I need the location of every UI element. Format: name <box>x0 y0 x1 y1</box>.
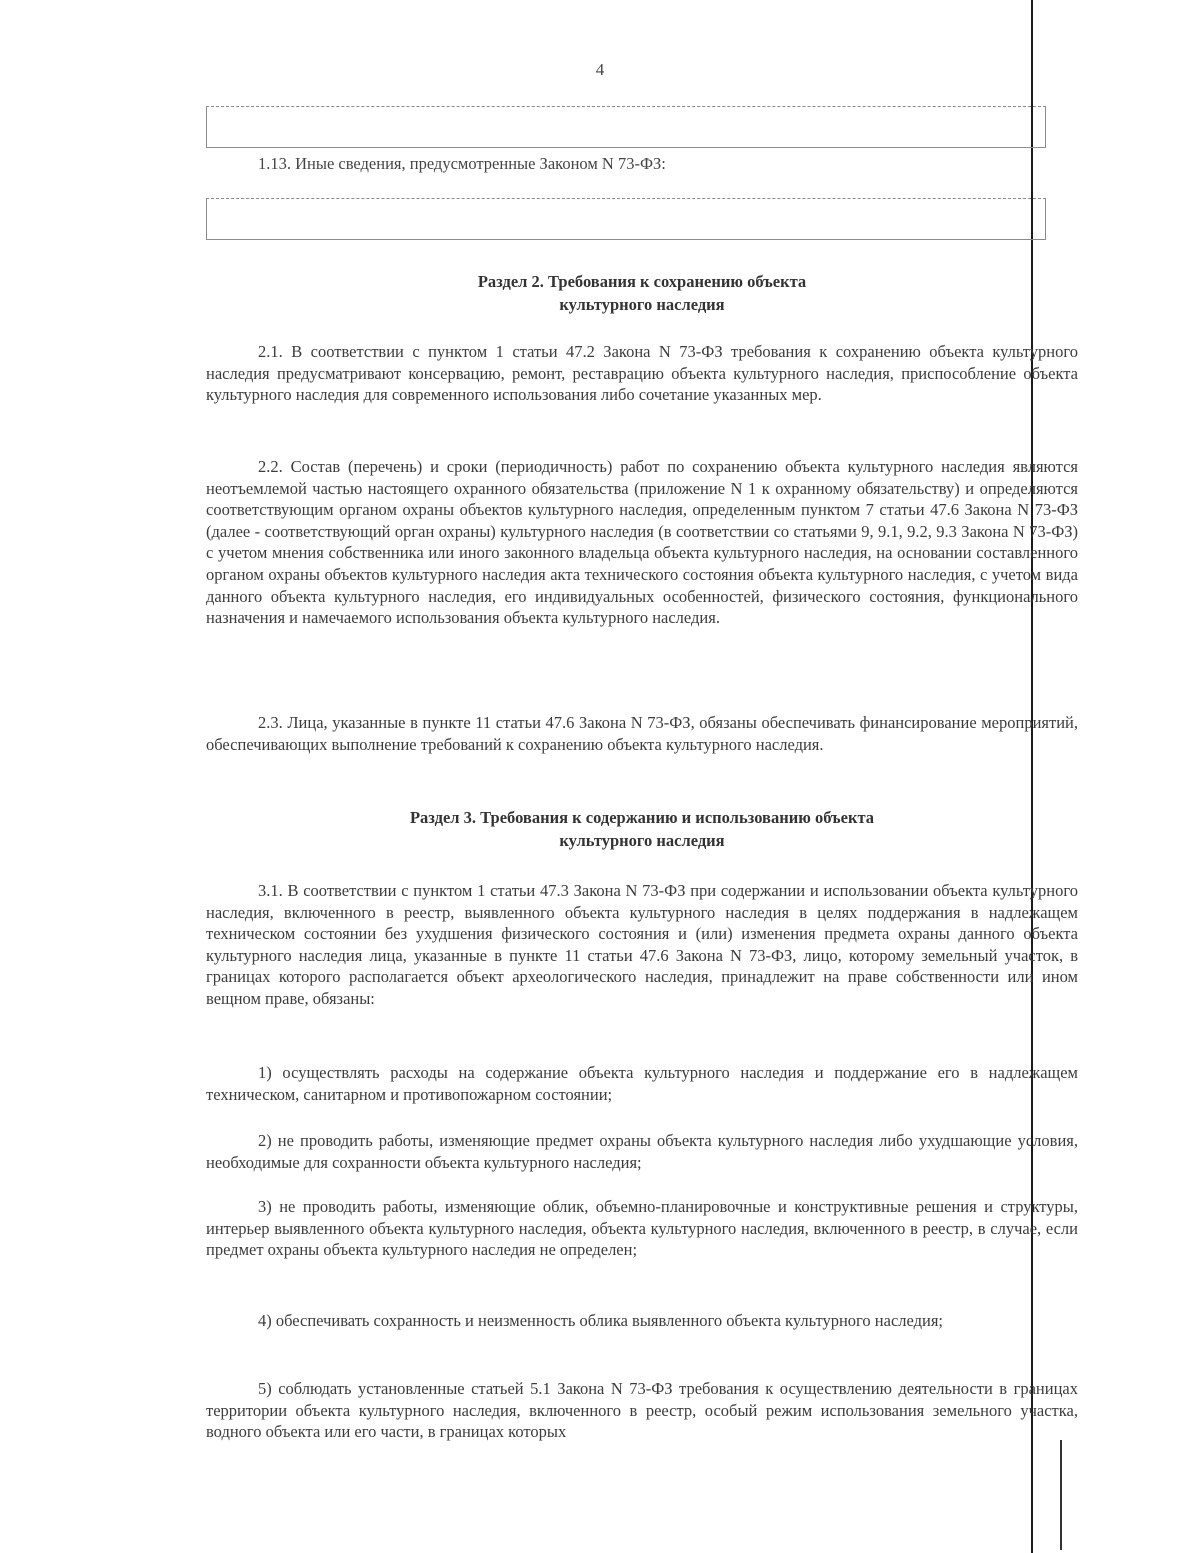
list-item-2: 2) не проводить работы, изменяющие предмет охраны объекта культурного наследия либо ухудшающие условия, необходимые для сохранности объекта культурного наследия; <box>206 1131 1078 1172</box>
section-3-title <box>206 806 1078 852</box>
list-item-5: 5) соблюдать установленные статьей 5.1 Закона N 73-ФЗ требования к осуществлению деятельности в границах территории объекта культурного наследия, включенного в реестр, особый режим использования земельного участка, водного объекта или его части, в границах которых <box>206 1379 1078 1442</box>
section-3-title-line1: Раздел 3. Требования к содержанию и использованию объекта <box>409 808 875 827</box>
page-number: 4 <box>595 60 605 79</box>
section-3-title-line2: культурного наследия <box>559 831 725 850</box>
empty-field-1-12 <box>206 106 1046 148</box>
paragraph-2-3: 2.3. Лица, указанные в пункте 11 статьи 47.6 Закона N 73-ФЗ, обязаны обеспечивать финансирование мероприятий, обеспечивающих выполнение требований к сохранению объекта культурного наследия. <box>206 713 1078 754</box>
section-2-title <box>206 270 1078 316</box>
section-2-title-line1: Раздел 2. Требования к сохранению объекта <box>477 272 807 291</box>
section-2-title-line2: культурного наследия <box>559 295 725 314</box>
paragraph-2-2: 2.2. Состав (перечень) и сроки (периодичность) работ по сохранению объекта культурного наследия являются неотъемлемой частью настоящего охранного обязательства (приложение N 1 к охранному обязательству) и определяются соответствующим органом охраны объектов культурного наследия, определенным пунктом 7 статьи 47.6 Закона N 73-ФЗ (далее - соответствующий орган охраны) культурного наследия (в соответствии со статьями 9, 9.1, 9.2, 9.3 Закона N 73-ФЗ) с учетом мнения собственника или иного законного владельца объекта культурного наследия, на основании составленного органом охраны объектов культурного наследия акта технического состояния объекта культурного наследия, с учетом вида данного объекта культурного наследия, его индивидуальных особенностей, физического состояния, функционального назначения и намечаемого использования объекта культурного наследия. <box>206 457 1078 628</box>
list-item-4: 4) обеспечивать сохранность и неизменность облика выявленного объекта культурного наследия; <box>258 1311 943 1330</box>
list-item-3: 3) не проводить работы, изменяющие облик, объемно-планировочные и конструктивные решения и структуры, интерьер выявленного объекта культурного наследия, объекта культурного наследия, включенного в реестр, в случае, если предмет охраны объекта культурного наследия не определен; <box>206 1197 1078 1260</box>
paragraph-3-1: 3.1. В соответствии с пунктом 1 статьи 47.3 Закона N 73-ФЗ при содержании и использовании объекта культурного наследия, включенного в реестр, выявленного объекта культурного наследия в целях поддержания в надлежащем техническом состоянии без ухудшения физического состояния и (или) изменения предмета охраны данного объекта культурного наследия лица, указанные в пункте 11 статьи 47.6 Закона N 73-ФЗ, лицо, которому земельный участок, в границах которого располагается объект археологического наследия, принадлежит на праве собственности или ином вещном праве, обязаны: <box>206 881 1078 1008</box>
empty-field-1-13 <box>206 198 1046 240</box>
item-1-13-label: 1.13. Иные сведения, предусмотренные Законом N 73-ФЗ: <box>258 154 666 173</box>
scan-artifact-line-short <box>1060 1440 1062 1550</box>
paragraph-2-1: 2.1. В соответствии с пунктом 1 статьи 47.2 Закона N 73-ФЗ требования к сохранению объекта культурного наследия предусматривают консервацию, ремонт, реставрацию объекта культурного наследия, приспособление объекта культурного наследия для современного использования либо сочетание указанных мер. <box>206 342 1078 405</box>
list-item-1: 1) осуществлять расходы на содержание объекта культурного наследия и поддержание его в надлежащем техническом, санитарном и противопожарном состоянии; <box>206 1063 1078 1104</box>
